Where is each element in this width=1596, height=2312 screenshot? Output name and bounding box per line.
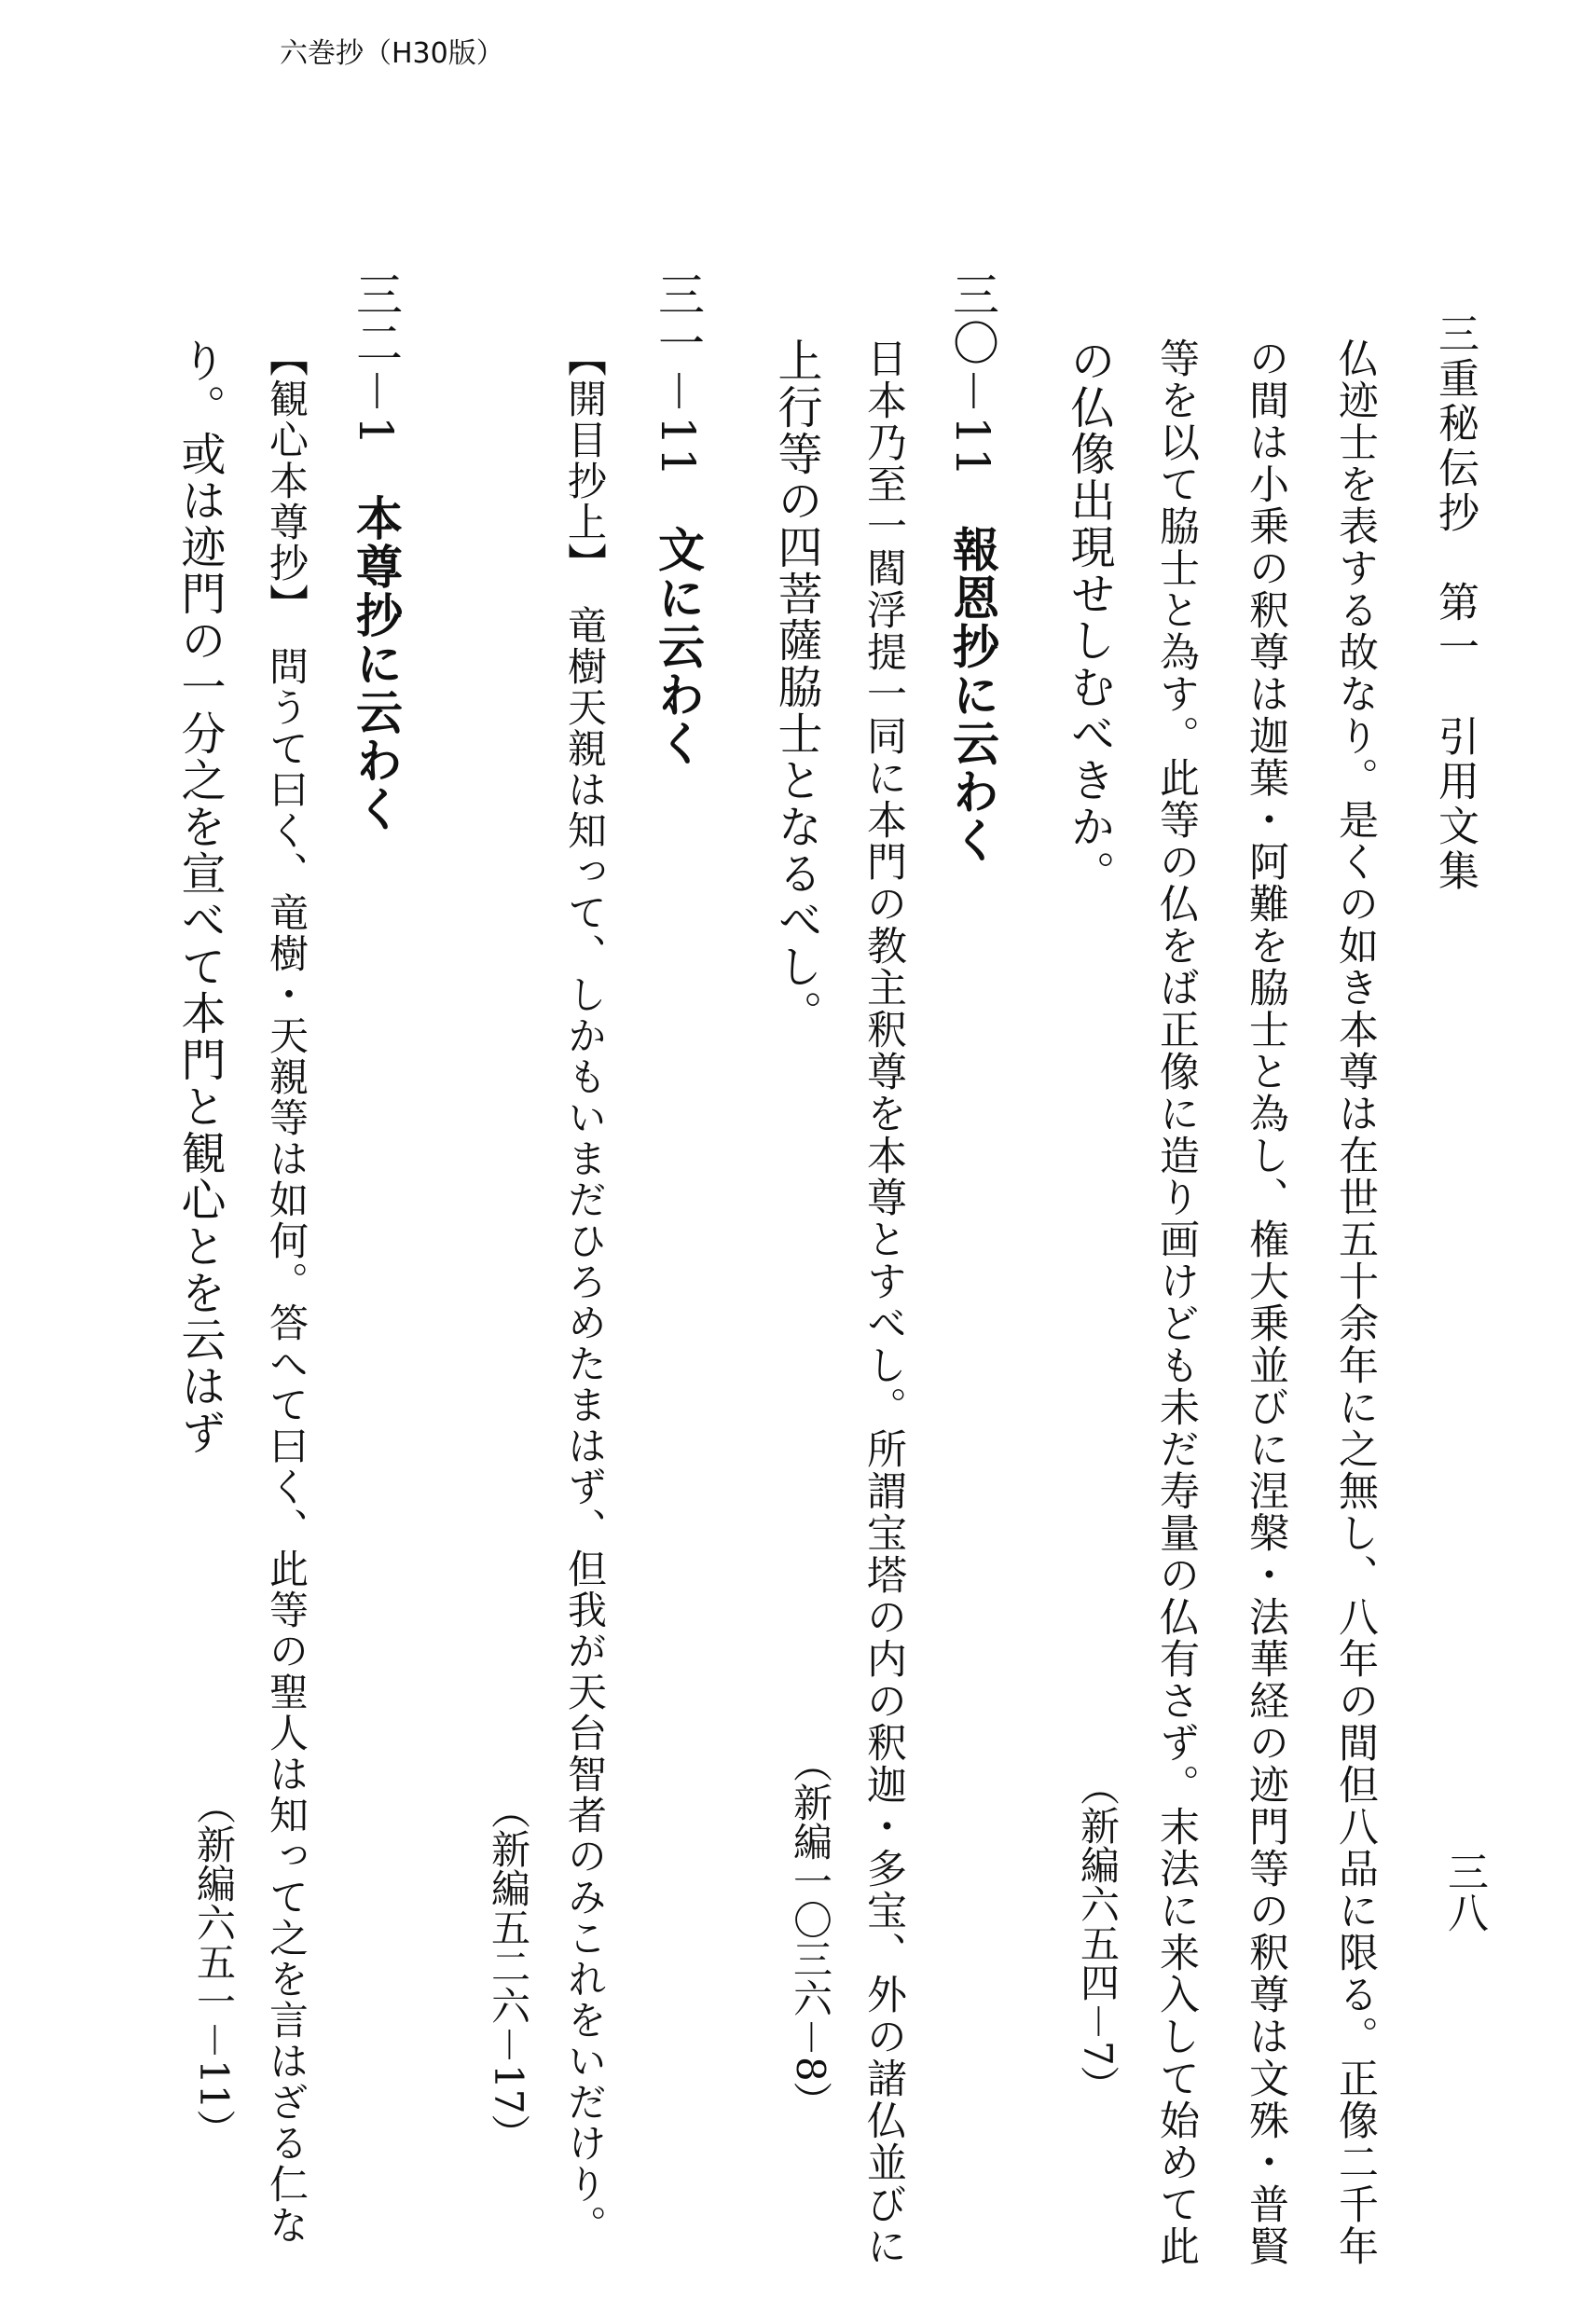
continuation-line-1: 仏迹士を表する故なり。是くの如き本尊は在世五十余年に之無し、八年の間但八品に限る。正像二千年: [1332, 337, 1379, 2267]
continuation-line-4: の仏像出現せしむべきか。: [1063, 337, 1115, 897]
section-title: 文に云わく: [651, 525, 705, 768]
page-number: 三八: [1440, 1851, 1488, 1933]
section-title: 報恩抄に云わく: [945, 525, 999, 865]
section-30-11-line-2: 上行等の四菩薩脇士となるべし。: [770, 337, 822, 1037]
section-31-11-citation: （新編五二六－17）: [486, 1790, 531, 2154]
section-heading-32-1: [349, 270, 403, 833]
section-31-11-line-1: 【開目抄上】 竜樹天親は知って、しかもいまだひろめたまはず、但我が天台智者のみこれをいだけり。: [562, 337, 608, 2246]
section-32-1-line-2: り。或は迹門の一分之を宣べて本門と観心とを云はず: [173, 337, 226, 1456]
book-title: 三重秘伝抄 第一 引用文集: [1431, 312, 1479, 894]
section-30-11-citation: （新編一〇三六－8）: [788, 1743, 833, 2121]
continuation-line-3: 等を以て脇士と為す。此等の仏をば正像に造り画けども未だ寿量の仏有さず。末法に来入して始めて此: [1153, 337, 1200, 2267]
section-heading-30-11: [945, 270, 999, 865]
continuation-citation: （新編六五四－7）: [1075, 1767, 1121, 2105]
continuation-line-2: の間は小乗の釈尊は迦葉・阿難を脇士と為し、権大乗並びに涅槃・法華経の迹門等の釈尊は文殊・普賢: [1243, 337, 1289, 2267]
section-number: 三一－11: [651, 270, 705, 479]
section-heading-31-11: [651, 270, 705, 768]
section-title: 本尊抄に云わく: [349, 493, 403, 833]
section-32-1-line-1: 【観心本尊抄】 問うて曰く、竜樹・天親等は如何。答へて曰く、此等の聖人は知って之を言はざる仁な: [264, 337, 310, 2246]
section-30-11-line-1: 日本乃至一閻浮提一同に本門の教主釈尊を本尊とすべし。所謂宝塔の内の釈迦・多宝、外の諸仏並びに: [860, 337, 907, 2267]
section-number: 三〇－11: [945, 270, 999, 479]
section-32-1-citation: （新編六五一－11）: [191, 1785, 237, 2149]
section-number: 三二－1: [349, 270, 403, 447]
running-header: 六巻抄（H30版）: [280, 37, 504, 70]
